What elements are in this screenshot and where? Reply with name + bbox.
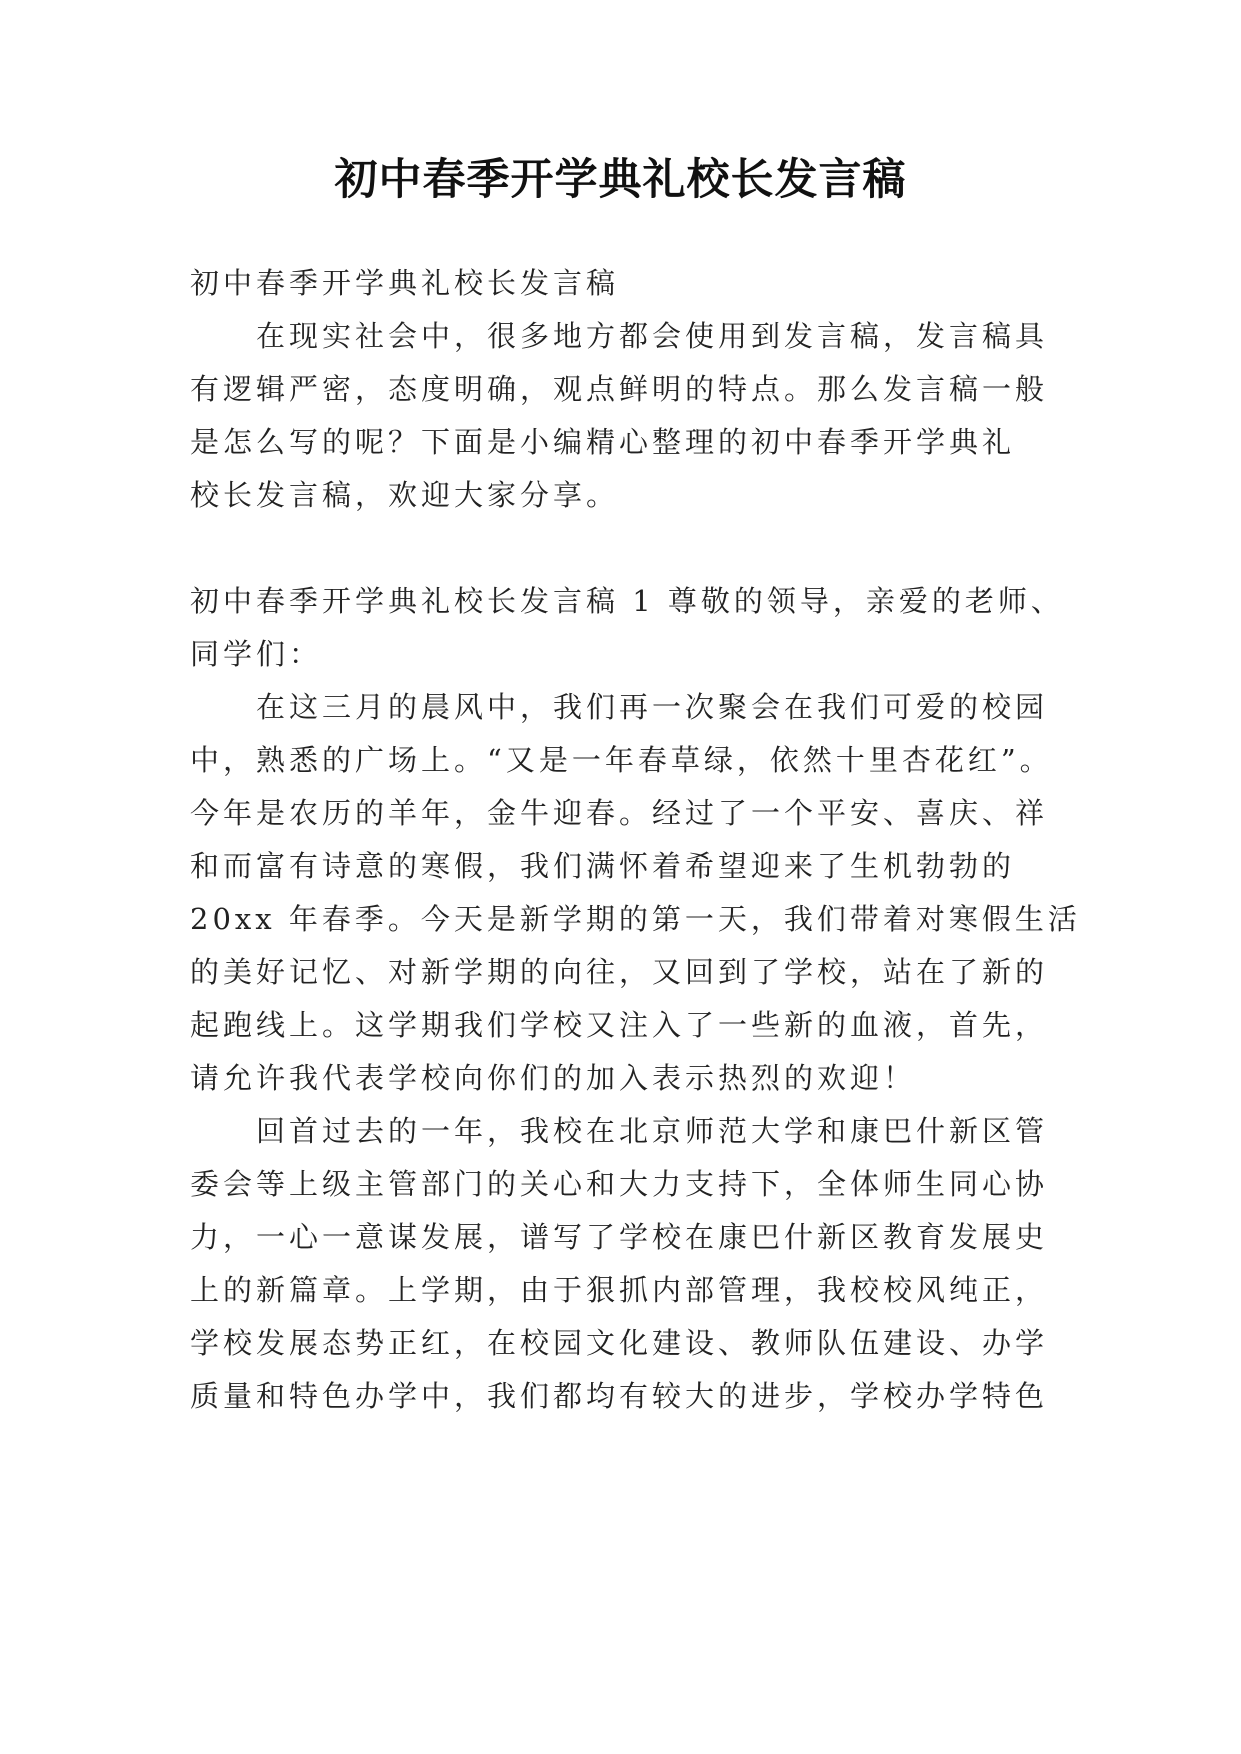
paragraph-line: 和而富有诗意的寒假，我们满怀着希望迎来了生机勃勃的: [190, 849, 1016, 883]
paragraph-line: 中，熟悉的广场上。“又是一年春草绿，依然十里杏花红”。: [190, 743, 1053, 777]
document-title: 初中春季开学典礼校长发言稿: [334, 155, 907, 205]
paragraph-line: 委会等上级主管部门的关心和大力支持下，全体师生同心协: [190, 1167, 1049, 1201]
intro-line: 有逻辑严密，态度明确，观点鲜明的特点。那么发言稿一般: [190, 372, 1049, 406]
intro-line: 是怎么写的呢？下面是小编精心整理的初中春季开学典礼: [190, 425, 1016, 459]
paragraph-line: 质量和特色办学中，我们都均有较大的进步，学校办学特色: [190, 1379, 1049, 1413]
paragraph-line: 请允许我代表学校向你们的加入表示热烈的欢迎！: [190, 1061, 917, 1095]
paragraph-line: 起跑线上。这学期我们学校又注入了一些新的血液，首先，: [190, 1008, 1049, 1042]
subtitle-line: 初中春季开学典礼校长发言稿: [190, 266, 620, 300]
speech-heading-line: 初中春季开学典礼校长发言稿 1 尊敬的领导，亲爱的老师、: [190, 584, 1064, 618]
paragraph-line: 20xx 年春季。今天是新学期的第一天，我们带着对寒假生活: [190, 902, 1081, 936]
paragraph-line: 学校发展态势正红，在校园文化建设、教师队伍建设、办学: [190, 1326, 1049, 1360]
intro-line: 在现实社会中，很多地方都会使用到发言稿，发言稿具: [256, 319, 1049, 353]
paragraph-line: 上的新篇章。上学期，由于狠抓内部管理，我校校风纯正，: [190, 1273, 1049, 1307]
intro-line: 校长发言稿，欢迎大家分享。: [190, 478, 620, 512]
paragraph-line: 回首过去的一年，我校在北京师范大学和康巴什新区管: [256, 1114, 1049, 1148]
paragraph-line: 在这三月的晨风中，我们再一次聚会在我们可爱的校园: [256, 690, 1049, 724]
paragraph-line: 今年是农历的羊年，金牛迎春。经过了一个平安、喜庆、祥: [190, 796, 1049, 830]
speech-heading-line: 同学们：: [190, 637, 323, 671]
paragraph-line: 的美好记忆、对新学期的向往，又回到了学校，站在了新的: [190, 955, 1049, 989]
paragraph-line: 力，一心一意谋发展，谱写了学校在康巴什新区教育发展史: [190, 1220, 1049, 1254]
